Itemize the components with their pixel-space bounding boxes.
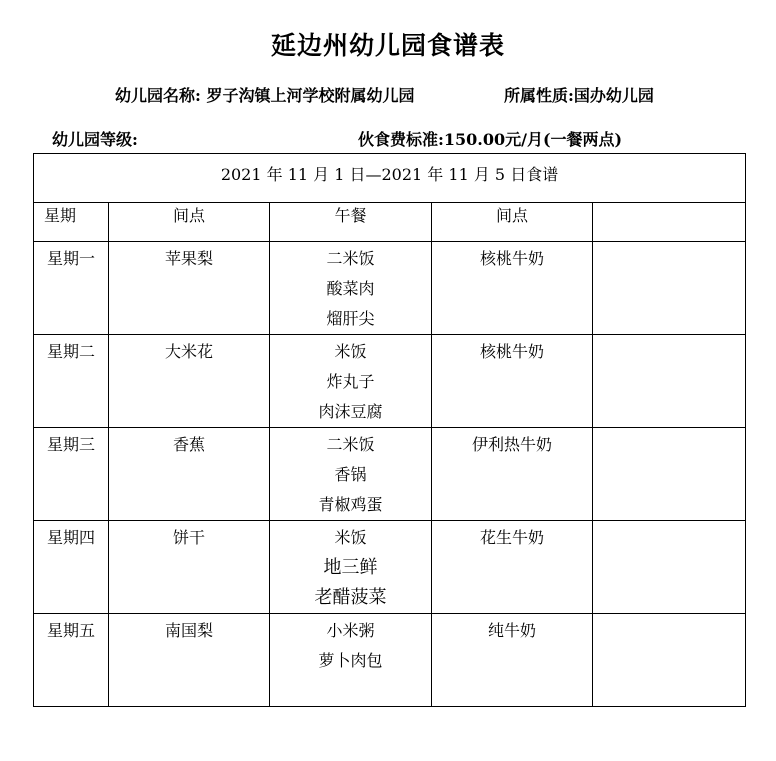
lunch-cell [270, 521, 432, 614]
kindergarten-name: 幼儿园名称: 罗子沟镇上河学校附属幼儿园 [115, 86, 415, 105]
snack-1-cell [109, 242, 270, 335]
snack-2-cell [432, 242, 593, 335]
snack-2-item: 核桃牛奶 [479, 249, 544, 268]
table-caption: 2021 年 11 月 1 日—2021 年 11 月 5 日食谱 [220, 165, 559, 184]
lunch-item: 酸菜肉 [326, 279, 375, 298]
extra-item [593, 614, 745, 646]
table-row [34, 614, 746, 707]
snack-1-cell [109, 614, 270, 707]
snack-1-item: 南国梨 [164, 621, 213, 640]
snack-2-item: 伊利热牛奶 [471, 435, 552, 454]
page-title: 延边州幼儿园食谱表 [270, 31, 505, 60]
lunch-item: 熘肝尖 [326, 309, 375, 328]
table-row [34, 335, 746, 428]
snack-2-cell [432, 614, 593, 707]
extra-cell [593, 521, 746, 614]
lunch-item: 小米粥 [326, 621, 375, 640]
extra-item [593, 428, 745, 460]
kindergarten-nature: 所属性质:国办幼儿园 [504, 86, 654, 105]
day-label: 星期三 [46, 435, 95, 454]
extra-item [593, 335, 745, 367]
extra-cell [593, 335, 746, 428]
fee-standard: 伙食费标准:150.00元/月(一餐两点) [358, 130, 623, 149]
snack-2-cell [432, 521, 593, 614]
snack-1-cell [109, 428, 270, 521]
lunch-item: 青椒鸡蛋 [318, 495, 383, 514]
caption-row [34, 154, 746, 203]
day-cell [34, 335, 109, 428]
lunch-item: 肉沫豆腐 [318, 402, 383, 421]
snack-1-item: 大米花 [164, 342, 213, 361]
lunch-item: 二米饭 [326, 249, 375, 268]
snack-2-item: 花生牛奶 [479, 528, 544, 547]
snack-2-cell [432, 335, 593, 428]
day-label: 星期一 [46, 249, 95, 268]
lunch-item: 炸丸子 [326, 372, 375, 391]
snack-1-cell [109, 521, 270, 614]
day-cell [34, 428, 109, 521]
lunch-cell [270, 428, 432, 521]
menu-table [33, 153, 746, 707]
day-label: 星期二 [46, 342, 95, 361]
header-snack-1: 间点 [109, 203, 270, 242]
header-row [34, 203, 746, 242]
extra-cell [593, 614, 746, 707]
lunch-item: 萝卜肉包 [318, 651, 383, 670]
day-label: 星期四 [46, 528, 95, 547]
lunch-item: 二米饭 [326, 435, 375, 454]
snack-1-item: 香蕉 [172, 435, 205, 454]
table-caption-cell [34, 154, 746, 203]
snack-1-cell [109, 335, 270, 428]
snack-2-item: 纯牛奶 [487, 621, 536, 640]
header-day: 星期 [34, 203, 109, 242]
day-label: 星期五 [46, 621, 95, 640]
table-row [34, 428, 746, 521]
lunch-cell [270, 242, 432, 335]
lunch-item: 香锅 [334, 465, 367, 484]
extra-cell [593, 242, 746, 335]
lunch-item: 米饭 [334, 528, 367, 547]
extra-item [593, 521, 745, 553]
table-row [34, 521, 746, 614]
day-cell [34, 242, 109, 335]
extra-cell [593, 428, 746, 521]
header-extra [593, 203, 746, 242]
snack-1-item: 苹果梨 [164, 249, 213, 268]
snack-2-cell [432, 428, 593, 521]
lunch-cell [270, 614, 432, 707]
lunch-cell [270, 335, 432, 428]
lunch-item: 老醋菠菜 [314, 587, 387, 608]
header-lunch: 午餐 [270, 203, 432, 242]
day-cell [34, 521, 109, 614]
extra-item [593, 242, 745, 274]
snack-2-item: 核桃牛奶 [479, 342, 544, 361]
snack-1-item: 饼干 [172, 528, 205, 547]
table-row [34, 242, 746, 335]
lunch-item: 米饭 [334, 342, 367, 361]
kindergarten-grade: 幼儿园等级: [52, 130, 138, 149]
header-snack-2: 间点 [432, 203, 593, 242]
day-cell [34, 614, 109, 707]
lunch-item: 地三鲜 [323, 557, 378, 578]
